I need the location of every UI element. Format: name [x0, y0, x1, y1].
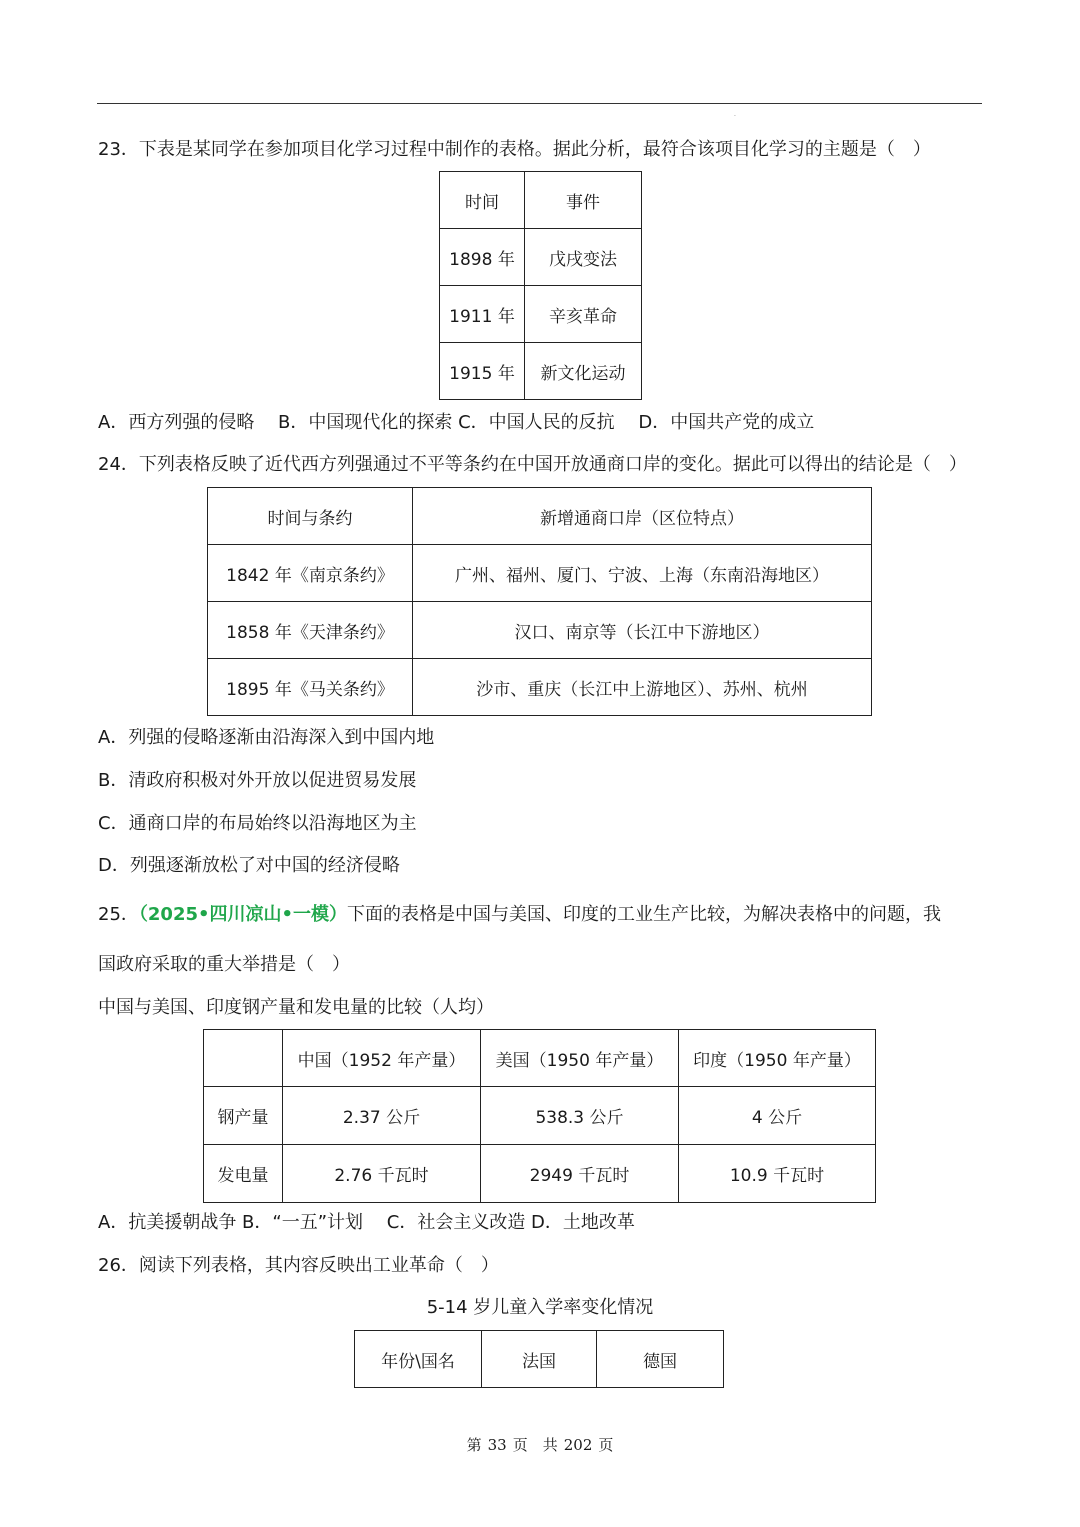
q24-table: [207, 487, 872, 716]
header-rule: [97, 103, 982, 104]
q24-option-d: D．列强逐渐放松了对中国的经济侵略: [98, 855, 400, 876]
q25-stem-text: 下面的表格是中国与美国、印度的工业生产比较，为解决表格中的问题，我: [347, 904, 942, 925]
footer-middle: 页 共: [512, 1436, 558, 1454]
q24-option-c: C．通商口岸的布局始终以沿海地区为主: [98, 813, 417, 834]
q23-cell: 新文化运动: [525, 343, 642, 400]
q25-stem-line1: [98, 902, 941, 928]
q24-header-ports: 新增通商口岸（区位特点）: [413, 488, 872, 545]
q23-stem: 23．下表是某同学在参加项目化学习过程中制作的表格。据此分析，最符合该项目化学习的主题是（ ）: [98, 139, 931, 160]
q25-cell: 538.3 公斤: [481, 1087, 679, 1145]
footer-page-number: 33: [487, 1436, 507, 1454]
table-row: [440, 343, 642, 400]
q25-cell: 2.37 公斤: [283, 1087, 481, 1145]
q24-option-a: A．列强的侵略逐渐由沿海深入到中国内地: [98, 727, 435, 748]
q26-header-year: 年份\国名: [355, 1331, 482, 1388]
footer-prefix: 第: [466, 1436, 482, 1454]
q24-stem: 24．下列表格反映了近代西方列强通过不平等条约在中国开放通商口岸的变化。据此可以得出的结论是（ ）: [98, 454, 967, 475]
q25-source: （2025•四川凉山•一模）: [138, 904, 348, 925]
q25-options: A．抗美援朝战争 B．“一五”计划 C．社会主义改造 D．土地改革: [98, 1212, 635, 1233]
q24-cell: 汉口、南京等（长江中下游地区）: [413, 602, 872, 659]
q26-stem: 26．阅读下列表格，其内容反映出工业革命（ ）: [98, 1255, 499, 1276]
page-footer: [0, 1434, 1080, 1455]
q23-cell: 1911 年: [440, 286, 525, 343]
q25-table-title: 中国与美国、印度钢产量和发电量的比较（人均）: [98, 997, 494, 1018]
q25-cell: 2949 千瓦时: [481, 1145, 679, 1203]
q24-cell: 1842 年《南京条约》: [208, 545, 413, 602]
q25-cell: 10.9 千瓦时: [679, 1145, 876, 1203]
q23-options: A．西方列强的侵略 B．中国现代化的探索 C．中国人民的反抗 D．中国共产党的成立: [98, 412, 815, 433]
table-row: [204, 1145, 876, 1203]
table-row: [208, 659, 872, 716]
q23-cell: 辛亥革命: [525, 286, 642, 343]
q25-cell: 4 公斤: [679, 1087, 876, 1145]
q24-header-treaty: 时间与条约: [208, 488, 413, 545]
q25-table: [203, 1029, 876, 1203]
q23-header-event: 事件: [525, 172, 642, 229]
q25-cell: 2.76 千瓦时: [283, 1145, 481, 1203]
q24-cell: 1895 年《马关条约》: [208, 659, 413, 716]
q25-number: 25．: [98, 904, 139, 925]
q26-header-germany: 德国: [597, 1331, 724, 1388]
q23-table: [439, 171, 642, 400]
table-row: [208, 545, 872, 602]
footer-suffix: 页: [598, 1436, 614, 1454]
q23-cell: 1915 年: [440, 343, 525, 400]
q26-header-france: 法国: [482, 1331, 597, 1388]
q24-cell: 广州、福州、厦门、宁波、上海（东南沿海地区）: [413, 545, 872, 602]
q25-header-usa: 美国（1950 年产量）: [481, 1030, 679, 1087]
footer-total-pages: 202: [563, 1436, 593, 1454]
q26-table: [354, 1330, 724, 1388]
q25-stem-line2: 国政府采取的重大举措是（ ）: [98, 954, 350, 975]
q23-cell: 1898 年: [440, 229, 525, 286]
q24-cell: 沙市、重庆（长江中上游地区）、苏州、杭州: [413, 659, 872, 716]
table-row: [204, 1087, 876, 1145]
q25-header-india: 印度（1950 年产量）: [679, 1030, 876, 1087]
table-row: [440, 229, 642, 286]
q23-cell: 戊戌变法: [525, 229, 642, 286]
q23-header-time: 时间: [440, 172, 525, 229]
q25-cell: 钢产量: [204, 1087, 283, 1145]
q25-cell: 发电量: [204, 1145, 283, 1203]
q24-option-b: B．清政府积极对外开放以促进贸易发展: [98, 770, 417, 791]
header-dot: ·: [734, 113, 736, 120]
q25-header-china: 中国（1952 年产量）: [283, 1030, 481, 1087]
table-row: [208, 602, 872, 659]
table-row: [440, 286, 642, 343]
q25-header-blank: [204, 1030, 283, 1087]
q26-table-title: 5-14 岁儿童入学率变化情况: [426, 1297, 654, 1318]
q24-cell: 1858 年《天津条约》: [208, 602, 413, 659]
